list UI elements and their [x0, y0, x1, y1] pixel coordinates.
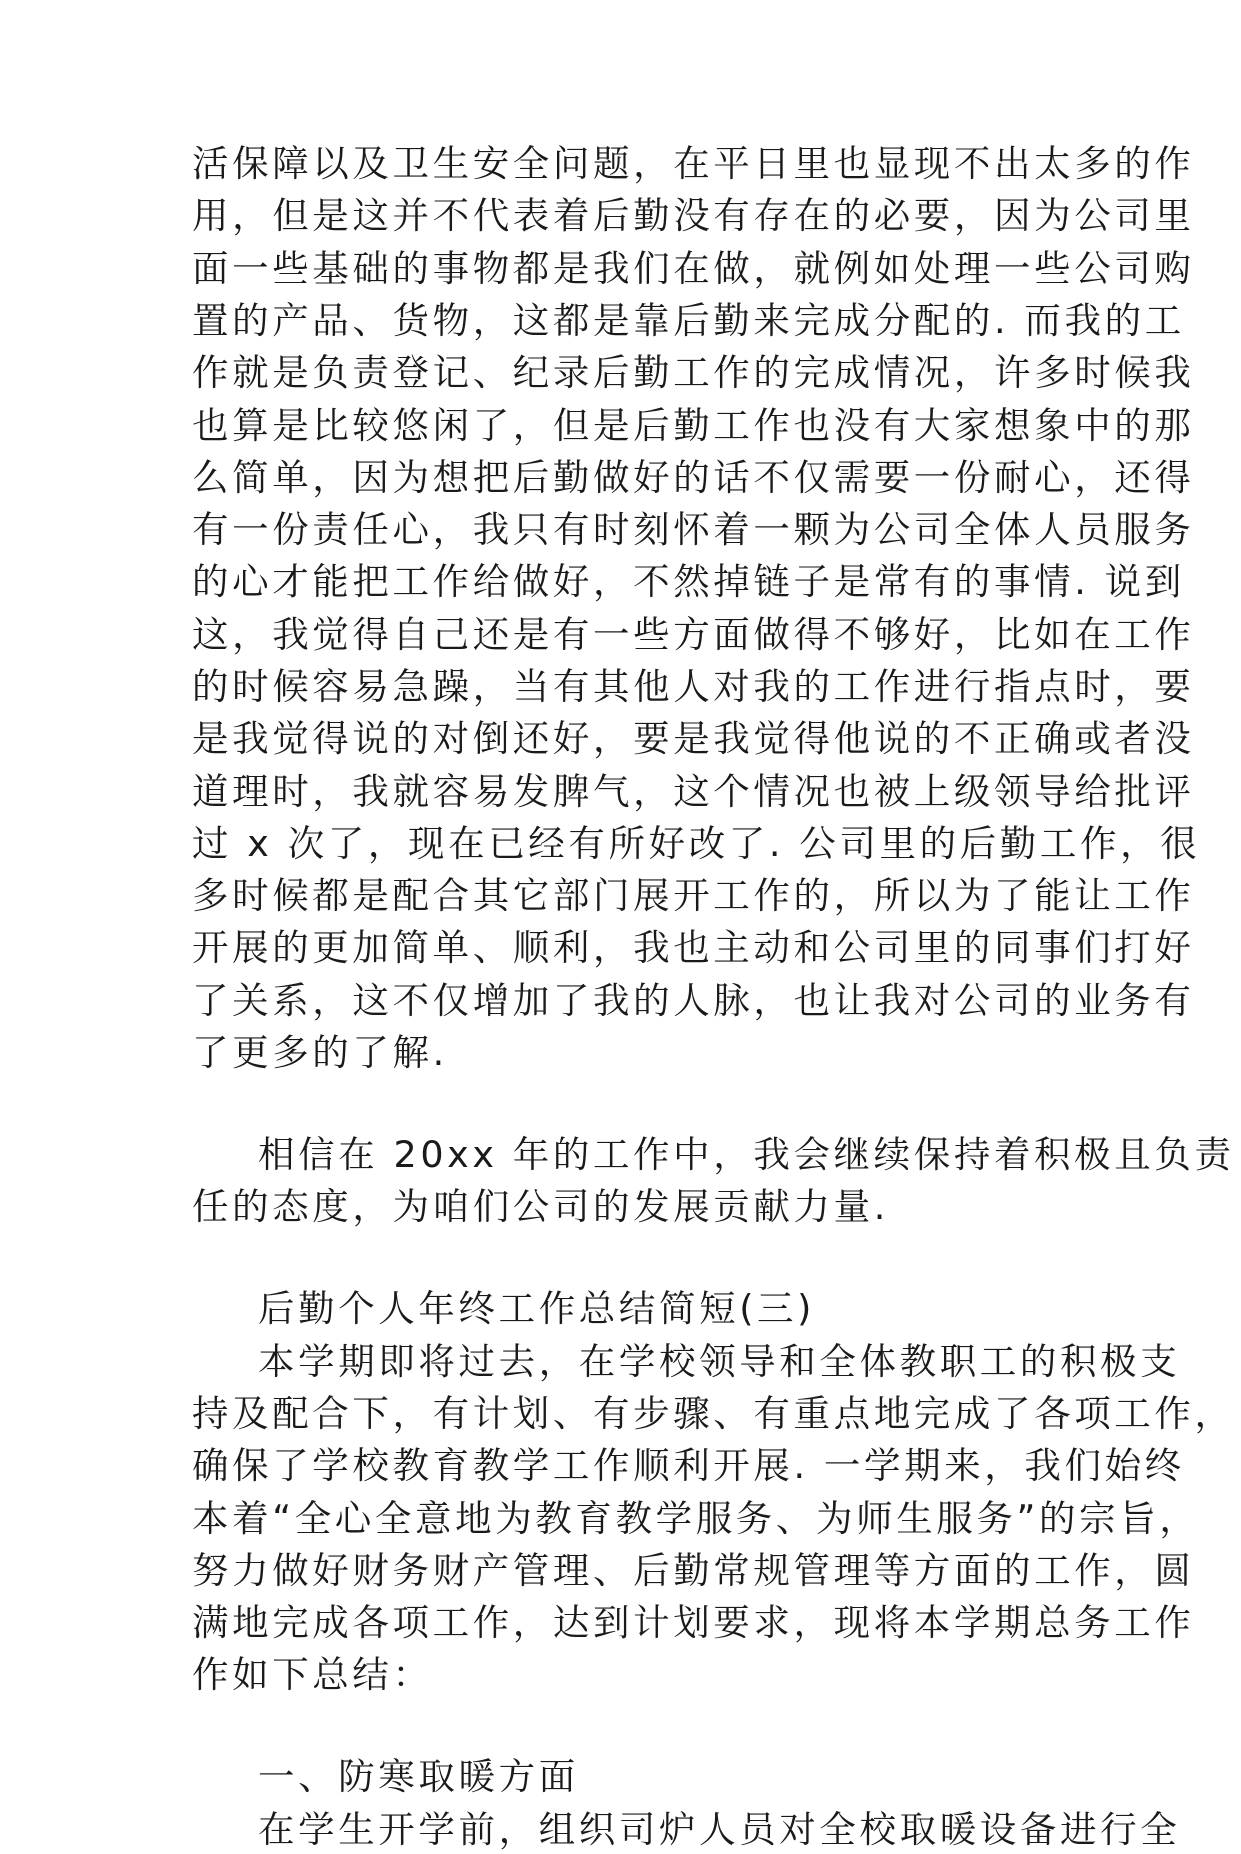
- section-heading: 后勤个人年终工作总结简短(三): [258, 1287, 815, 1330]
- text-line: 满地完成各项工作，达到计划要求，现将本学期总务工作: [192, 1601, 1195, 1644]
- text-line: 是我觉得说的对倒还好，要是我觉得他说的不正确或者没: [192, 717, 1195, 760]
- text-line: 作如下总结：: [192, 1653, 433, 1696]
- text-line: 也算是比较悠闲了，但是后勤工作也没有大家想象中的那: [192, 404, 1195, 447]
- text-line: 作就是负责登记、纪录后勤工作的完成情况，许多时候我: [192, 351, 1195, 394]
- text-line: 的时候容易急躁，当有其他人对我的工作进行指点时，要: [192, 665, 1195, 708]
- text-line: 本学期即将过去，在学校领导和全体教职工的积极支: [258, 1340, 1181, 1383]
- text-line: 任的态度，为咱们公司的发展贡献力量.: [192, 1185, 889, 1228]
- text-line: 开展的更加简单、顺利，我也主动和公司里的同事们打好: [192, 926, 1195, 969]
- text-line: 持及配合下，有计划、有步骤、有重点地完成了各项工作，: [192, 1392, 1235, 1435]
- text-line: 活保障以及卫生安全问题，在平日里也显现不出太多的作: [192, 142, 1195, 185]
- text-line: 本着“全心全意地为教育教学服务、为师生服务”的宗旨，: [192, 1497, 1200, 1540]
- text-line: 这，我觉得自己还是有一些方面做得不够好，比如在工作: [192, 613, 1195, 656]
- text-line: 相信在 20xx 年的工作中，我会继续保持着积极且负责: [258, 1133, 1235, 1176]
- text-line: 道理时，我就容易发脾气，这个情况也被上级领导给批评: [192, 770, 1195, 813]
- text-line: 了关系，这不仅增加了我的人脉，也让我对公司的业务有: [192, 979, 1195, 1022]
- text-line: 了更多的了解.: [192, 1031, 448, 1074]
- text-line: 努力做好财务财产管理、后勤常规管理等方面的工作，圆: [192, 1549, 1195, 1592]
- text-line: 面一些基础的事物都是我们在做，就例如处理一些公司购: [192, 247, 1195, 290]
- text-line: 确保了学校教育教学工作顺利开展. 一学期来，我们始终: [192, 1444, 1185, 1487]
- text-line: 用，但是这并不代表着后勤没有存在的必要，因为公司里: [192, 194, 1195, 237]
- text-line: 么简单，因为想把后勤做好的话不仅需要一份耐心，还得: [192, 456, 1195, 499]
- text-line: 的心才能把工作给做好，不然掉链子是常有的事情. 说到: [192, 560, 1185, 603]
- text-line: 多时候都是配合其它部门展开工作的，所以为了能让工作: [192, 874, 1195, 917]
- text-line: 在学生开学前，组织司炉人员对全校取暖设备进行全: [258, 1808, 1181, 1851]
- text-line: 置的产品、货物，这都是靠后勤来完成分配的. 而我的工: [192, 299, 1185, 342]
- subsection-heading: 一、防寒取暖方面: [258, 1755, 579, 1798]
- text-line: 过 x 次了，现在已经有所好改了. 公司里的后勤工作，很: [192, 822, 1201, 865]
- text-line: 有一份责任心，我只有时刻怀着一颗为公司全体人员服务: [192, 508, 1195, 551]
